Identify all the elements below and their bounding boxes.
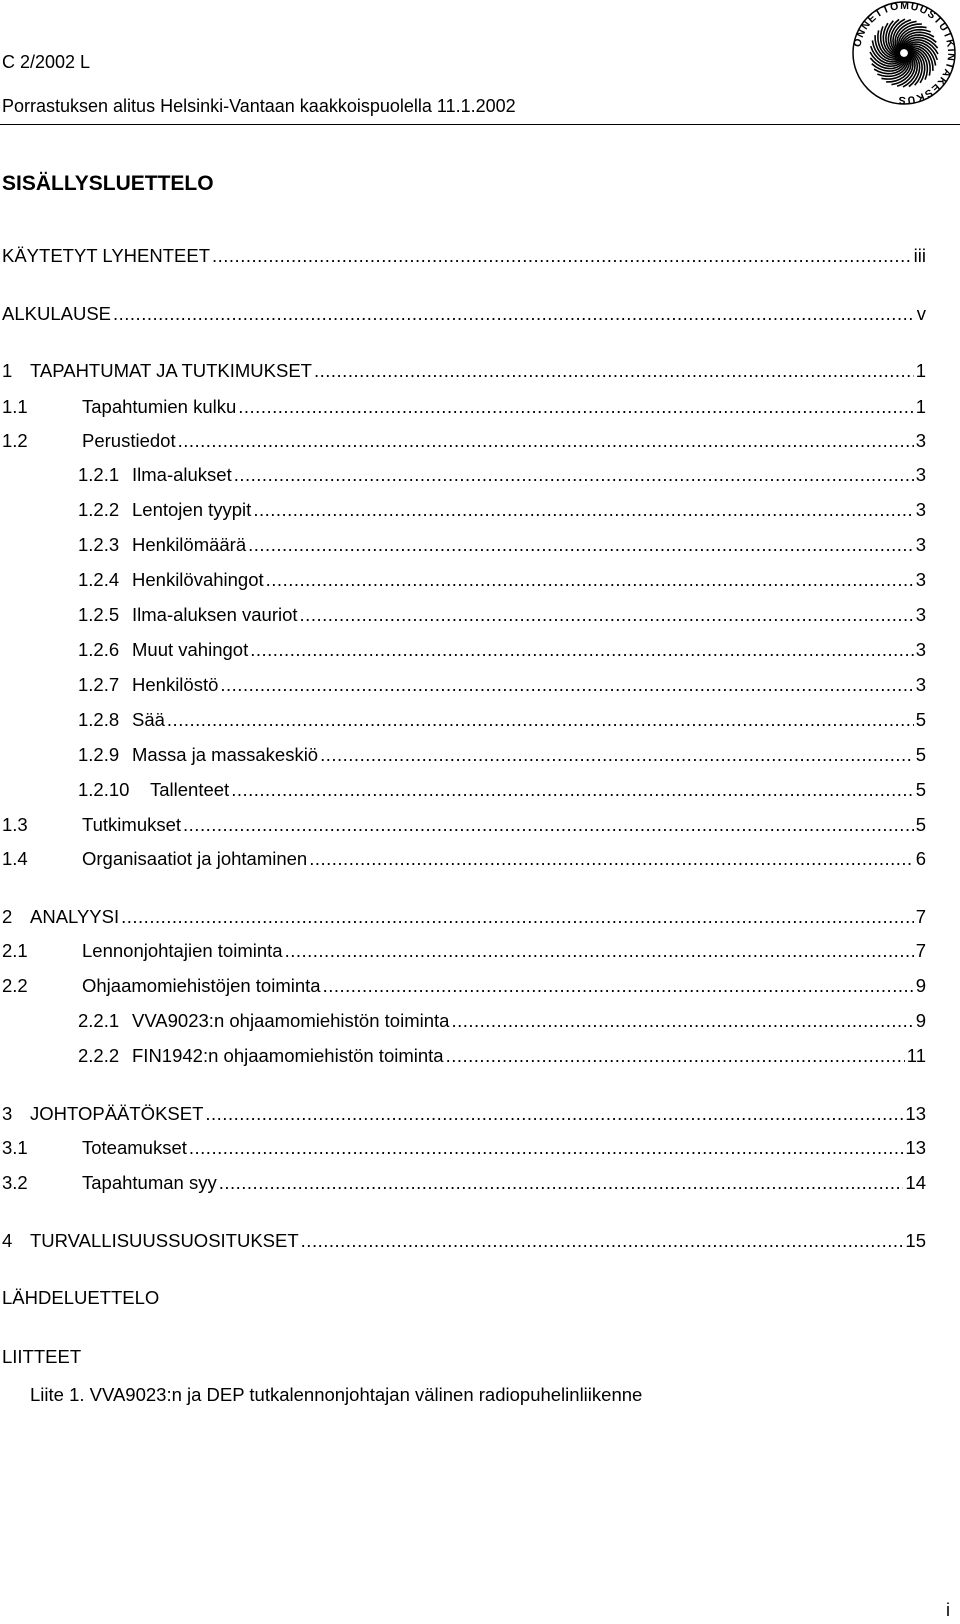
toc-leader-dots [219, 1172, 904, 1194]
toc-entry-page: 3 [915, 534, 926, 555]
toc-entry-label: Muut vahingot [132, 639, 249, 660]
toc-entry-number: 1.2.6 [78, 639, 120, 660]
toc-entry-page: 3 [915, 569, 926, 590]
toc-entry-number: 1.2.10 [78, 779, 130, 800]
toc-leader-dots [113, 303, 915, 325]
toc-entry-number: 1.2.9 [78, 744, 120, 765]
toc-entry-label: Lennonjohtajien toiminta [82, 940, 283, 961]
toc-leader-dots [266, 569, 914, 591]
toc-leader-dots [300, 604, 914, 626]
toc-entry-label: Lentojen tyypit [132, 499, 252, 520]
toc-leader-dots [309, 848, 913, 870]
toc-entry-label: Tapahtuman syy [82, 1172, 217, 1193]
toc-entry[interactable] [78, 1010, 926, 1036]
toc-entry-number: 2 [2, 906, 13, 927]
toc-entry-page: 11 [906, 1045, 926, 1066]
toc-entry-page: v [916, 303, 926, 324]
toc-entry[interactable] [2, 360, 926, 386]
toc-entry-number: 1.2.2 [78, 499, 120, 520]
toc-entry-label: Toteamukset [82, 1137, 187, 1158]
toc-entry-page: 6 [915, 848, 926, 869]
toc-leader-dots [285, 940, 914, 962]
toc-entry-label: Henkilömäärä [132, 534, 247, 555]
toc-entry-page: 9 [915, 1010, 926, 1031]
toc-leader-dots [220, 674, 913, 696]
toc-entry[interactable] [2, 1172, 926, 1198]
toc-entry[interactable] [78, 1045, 926, 1071]
toc-entry-label: Tutkimukset [82, 814, 182, 835]
toc-entry-page: 5 [915, 814, 926, 835]
toc-entry-label: Ohjaamomiehistöjen toiminta [82, 975, 321, 996]
toc-entry[interactable] [2, 848, 926, 874]
toc-entry[interactable] [78, 534, 926, 560]
toc-leader-dots [183, 814, 914, 836]
toc-entry-number: 1.1 [2, 396, 28, 417]
toc-entry[interactable] [78, 709, 926, 735]
toc-entry-page: 3 [915, 430, 926, 451]
toc-entry-page: 3 [915, 604, 926, 625]
toc-entry-label: TAPAHTUMAT JA TUTKIMUKSET [30, 360, 312, 381]
toc-entry[interactable] [2, 245, 926, 271]
toc-leader-dots [446, 1045, 905, 1067]
toc-entry-label: JOHTOPÄÄTÖKSET [30, 1103, 204, 1124]
page-header [0, 0, 960, 126]
toc-leader-dots [189, 1137, 904, 1159]
toc-entry[interactable] [78, 744, 926, 770]
toc-entry-label: FIN1942:n ohjaamomiehistön toiminta [132, 1045, 444, 1066]
toc-entry-page: 15 [905, 1230, 926, 1251]
toc-entry-number: 1.2.4 [78, 569, 120, 590]
toc-entry[interactable] [2, 430, 926, 456]
toc-leader-dots [314, 360, 914, 382]
toc-entry-number: 1.3 [2, 814, 28, 835]
references-heading: LÄHDELUETTELO [2, 1287, 160, 1308]
toc-entry[interactable] [2, 303, 926, 329]
toc-entry-label: Henkilöstö [132, 674, 219, 695]
toc-entry-number: 2.2 [2, 975, 28, 996]
toc-entry-page: 3 [915, 639, 926, 660]
toc-entry-number: 2.1 [2, 940, 28, 961]
toc-entry[interactable] [78, 604, 926, 630]
toc-leader-dots [167, 709, 914, 731]
toc-entry-label: TURVALLISUUSSUOSITUKSET [30, 1230, 299, 1251]
toc-entry-page: iii [913, 245, 926, 266]
toc-entry-page: 14 [905, 1172, 926, 1193]
toc-entry-number: 1.2.1 [78, 464, 120, 485]
toc-entry-label: Sää [132, 709, 165, 730]
toc-entry[interactable] [2, 396, 926, 422]
toc-entry-label: Ilma-aluksen vauriot [132, 604, 298, 625]
toc-entry[interactable] [2, 940, 926, 966]
toc-leader-dots [301, 1230, 904, 1252]
toc-entry-label: Tallenteet [150, 779, 230, 800]
report-id: C 2/2002 L [2, 52, 91, 72]
toc-entry-number: 1.2.8 [78, 709, 120, 730]
appendices-heading: LIITTEET [2, 1346, 82, 1367]
toc-entry-number: 1.2 [2, 430, 28, 451]
toc-entry-number: 1.4 [2, 848, 28, 869]
toc-entry[interactable] [78, 639, 926, 665]
toc-entry-page: 5 [915, 779, 926, 800]
toc-entry-page: 5 [915, 744, 926, 765]
toc-entry-label: Massa ja massakeskiö [132, 744, 319, 765]
toc-entry[interactable] [2, 975, 926, 1001]
header-divider [0, 124, 960, 125]
toc-leader-dots [205, 1103, 903, 1125]
toc-entry-label: KÄYTETYT LYHENTEET [2, 245, 210, 266]
toc-entry[interactable] [2, 1230, 926, 1256]
toc-entry[interactable] [78, 779, 926, 805]
toc-entry-number: 1.2.3 [78, 534, 120, 555]
toc-entry-page: 3 [915, 499, 926, 520]
toc-entry-page: 13 [905, 1103, 926, 1124]
toc-entry-page: 7 [915, 940, 926, 961]
toc-entry-number: 1.2.5 [78, 604, 120, 625]
toc-entry-page: 1 [915, 360, 926, 381]
toc-leader-dots [250, 639, 913, 661]
toc-entry-number: 1 [2, 360, 13, 381]
report-title: Porrastuksen alitus Helsinki-Vantaan kaakkoispuolella 11.1.2002 [2, 96, 516, 116]
toc-entry[interactable] [2, 906, 926, 932]
toc-entry-label: Tapahtumien kulku [82, 396, 237, 417]
toc-entry-page: 9 [915, 975, 926, 996]
toc-entry-number: 2.2.1 [78, 1010, 120, 1031]
toc-entry-label: Ilma-alukset [132, 464, 232, 485]
agency-logo [851, 0, 957, 106]
toc-leader-dots [212, 245, 912, 267]
toc-entry-number: 1.2.7 [78, 674, 120, 695]
toc-entry-page: 3 [915, 464, 926, 485]
toc-entry-number: 2.2.2 [78, 1045, 120, 1066]
appendix-item: Liite 1. VVA9023:n ja DEP tutkalennonjohtajan välinen radiopuhelinliikenne [30, 1384, 643, 1405]
toc-entry-number: 4 [2, 1230, 13, 1251]
toc-entry[interactable] [2, 814, 926, 840]
toc-leader-dots [451, 1010, 913, 1032]
toc-leader-dots [121, 906, 914, 928]
toc-entry-number: 3.2 [2, 1172, 28, 1193]
toc-entry-page: 3 [915, 674, 926, 695]
toc-leader-dots [231, 779, 914, 801]
toc-leader-dots [323, 975, 914, 997]
toc-entry-label: VVA9023:n ohjaamomiehistön toiminta [132, 1010, 450, 1031]
toc-entry-label: ANALYYSI [30, 906, 120, 927]
toc-entry-page: 13 [905, 1137, 926, 1158]
toc-title: SISÄLLYSLUETTELO [2, 172, 214, 195]
toc-entry[interactable] [78, 569, 926, 595]
toc-entry-page: 5 [915, 709, 926, 730]
toc-entry[interactable] [78, 674, 926, 700]
logo-text: ONNETTOMUUSTUTKINTAKESKUS [851, 0, 957, 106]
page-number: i [946, 1600, 950, 1620]
toc-entry[interactable] [2, 1103, 926, 1129]
toc-entry-page: 7 [915, 906, 926, 927]
toc-entry[interactable] [78, 499, 926, 525]
toc-entry-label: Organisaatiot ja johtaminen [82, 848, 308, 869]
toc-leader-dots [248, 534, 914, 556]
toc-leader-dots [320, 744, 914, 766]
toc-entry-label: Henkilövahingot [132, 569, 264, 590]
toc-entry-label: Perustiedot [82, 430, 176, 451]
toc-leader-dots [253, 499, 913, 521]
toc-leader-dots [178, 430, 914, 452]
toc-entry-label: ALKULAUSE [2, 303, 111, 324]
toc-entry-number: 3.1 [2, 1137, 28, 1158]
toc-entry[interactable] [78, 464, 926, 490]
toc-leader-dots [234, 464, 914, 486]
toc-leader-dots [238, 396, 913, 418]
toc-entry-page: 1 [915, 396, 926, 417]
toc-entry[interactable] [2, 1137, 926, 1163]
toc-entry-number: 3 [2, 1103, 13, 1124]
